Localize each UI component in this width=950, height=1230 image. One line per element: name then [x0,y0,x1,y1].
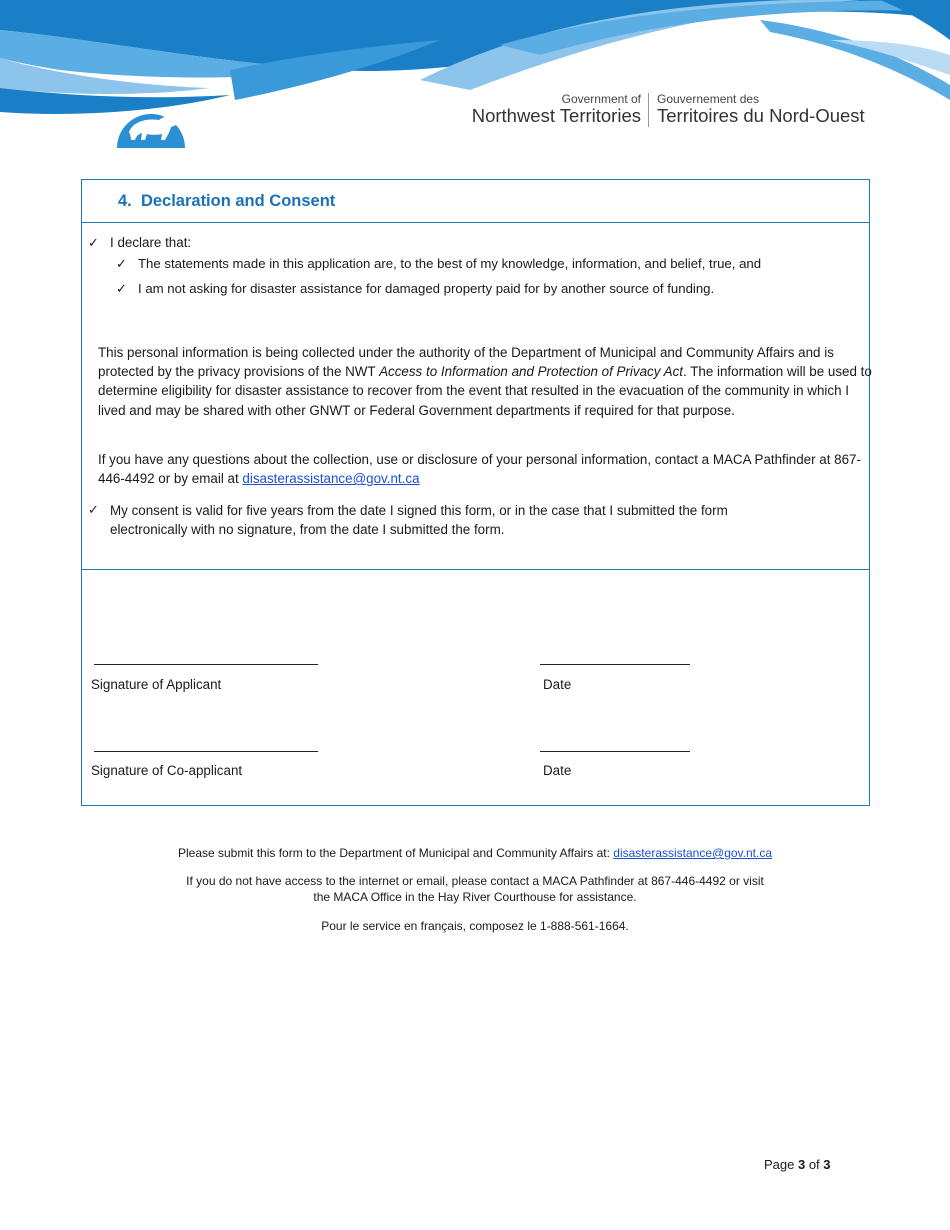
section-title-text: Declaration and Consent [140,192,336,210]
submit-email-link[interactable]: disasterassistance@gov.nt.ca [613,846,772,860]
gov-fr-small: Gouvernement des [657,92,760,106]
consent-text: My consent is valid for five years from the date I signed this form, or in the case that I submitted the form electronically with no signature, from the date I submitted the form. [110,503,728,538]
privacy-paragraph [98,343,873,420]
declaration-section [81,179,870,806]
no-access-line-2: the MACA Office in the Hay River Courthouse for assistance. [313,890,637,904]
page-current: 3 [797,1157,806,1172]
gov-en-big: Northwest Territories [471,105,641,126]
section-divider [82,569,869,570]
page-number [764,1157,831,1172]
coapplicant-date-label: Date [543,763,572,778]
questions-text: If you have any questions about the collection, use or disclosure of your personal information, contact a MACA Pathfinder at 867-446-4492 or by email at [98,452,861,487]
page-prefix: Page [764,1157,798,1172]
section-header [82,180,869,223]
applicant-signature-label: Signature of Applicant [91,677,222,692]
gov-divider [648,93,649,127]
submit-text: Please submit this form to the Department of Municipal and Community Affairs at: [177,846,614,860]
privacy-text-2: . The information will be used to determine eligibility for disaster assistance to recover from the event that resulted in the evacuation of the community in which I lived and may be shared with other GNWT or Federal Government departments if required for that purpose. [98,364,872,418]
section-number: 4. [118,192,132,210]
declare-intro: I declare that: [110,235,192,250]
polar-bear-icon [115,90,187,150]
coapplicant-date-line[interactable] [540,751,690,752]
checkmark-icon: ✓ [88,502,99,517]
checkmark-icon: ✓ [116,281,127,296]
privacy-text-1: This personal information is being collected under the authority of the Department of Municipal and Community Affairs and is protected by the privacy provisions of the NWT [98,345,834,380]
checkmark-icon: ✓ [88,235,99,250]
coapplicant-signature-line[interactable] [94,751,318,752]
no-access-line-1: If you do not have access to the internet or email, please contact a MACA Pathfinder at 867-446-4492 or visit [186,874,764,888]
declare-item-1: The statements made in this application are, to the best of my knowledge, information, and belief, true, and [138,256,762,271]
gov-en-small: Government of [561,92,641,106]
privacy-act-name: Access to Information and Protection of Privacy Act [379,364,683,380]
coapplicant-signature-label: Signature of Co-applicant [91,763,243,778]
questions-paragraph [98,450,873,488]
email-link[interactable]: disasterassistance@gov.nt.ca [242,471,420,487]
applicant-date-label: Date [543,677,572,692]
gov-fr-big: Territoires du Nord-Ouest [657,105,865,126]
page-middle: of [805,1157,824,1172]
page-total: 3 [823,1157,831,1172]
applicant-date-line[interactable] [540,664,690,665]
french-service-line: Pour le service en français, composez le 1-888-561-1664. [321,919,629,933]
checkmark-icon: ✓ [116,256,127,271]
section-title [118,192,335,211]
declare-item-2: I am not asking for disaster assistance for damaged property paid for by another source of funding. [138,281,715,296]
applicant-signature-line[interactable] [94,664,318,665]
submit-instructions [0,845,950,861]
